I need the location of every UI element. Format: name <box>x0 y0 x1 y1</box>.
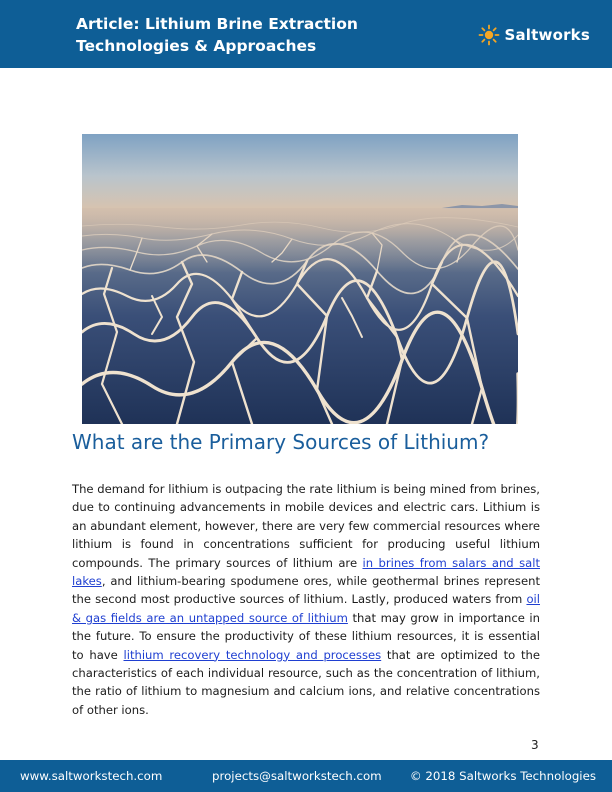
page-header <box>0 0 612 68</box>
link-oil-gas-fields[interactable]: oil & gas fields are an untapped source of lithium <box>72 592 540 625</box>
sun-icon <box>478 24 500 46</box>
paragraph-text-2: , and lithium-bearing spodumene ores, while geothermal brines represent the second most productive sources of lithium. Lastly, produced waters from <box>72 574 540 607</box>
footer-email[interactable]: projects@saltworkstech.com <box>212 769 382 783</box>
paragraph-text-3: that may grow in importance in the future. To ensure the productivity of these lithium resources, it is essential to have <box>72 610 541 662</box>
link-lithium-recovery[interactable]: lithium recovery technology and processes <box>123 647 382 662</box>
saltworks-logo <box>478 24 590 46</box>
article-title <box>76 13 396 57</box>
footer-website[interactable]: www.saltworkstech.com <box>20 769 163 783</box>
salt-flat-photo <box>82 134 518 424</box>
link-brines-salars[interactable]: in brines from salars and salt lakes <box>72 555 540 589</box>
page-number: 3 <box>531 738 539 752</box>
article-title-line-1: Article: Lithium Brine Extraction <box>76 15 358 33</box>
article-title-line-2: Technologies & Approaches <box>76 37 317 55</box>
footer-copyright: © 2018 Saltworks Technologies <box>409 769 596 783</box>
logo-text: Saltworks <box>504 26 590 44</box>
paragraph-text-1: The demand for lithium is outpacing the rate lithium is being mined from brines, due to continuing advancements in mobile devices and electric cars. Lithium is an abundant element, however, there are very few commercial resources where lithium is found in concentrations sufficient for producing useful lithium compounds. The primary sources of lithium are <box>72 482 540 570</box>
page-footer <box>0 760 612 792</box>
section-heading: What are the Primary Sources of Lithium? <box>72 430 490 454</box>
salt-flat-image <box>82 134 518 424</box>
paragraph-text-4: that are optimized to the characteristics of each individual resource, such as the concentration of lithium, the ratio of lithium to magnesium and calcium ions, and relative concentrations of other ions. <box>72 647 540 717</box>
article-paragraph <box>72 480 540 719</box>
